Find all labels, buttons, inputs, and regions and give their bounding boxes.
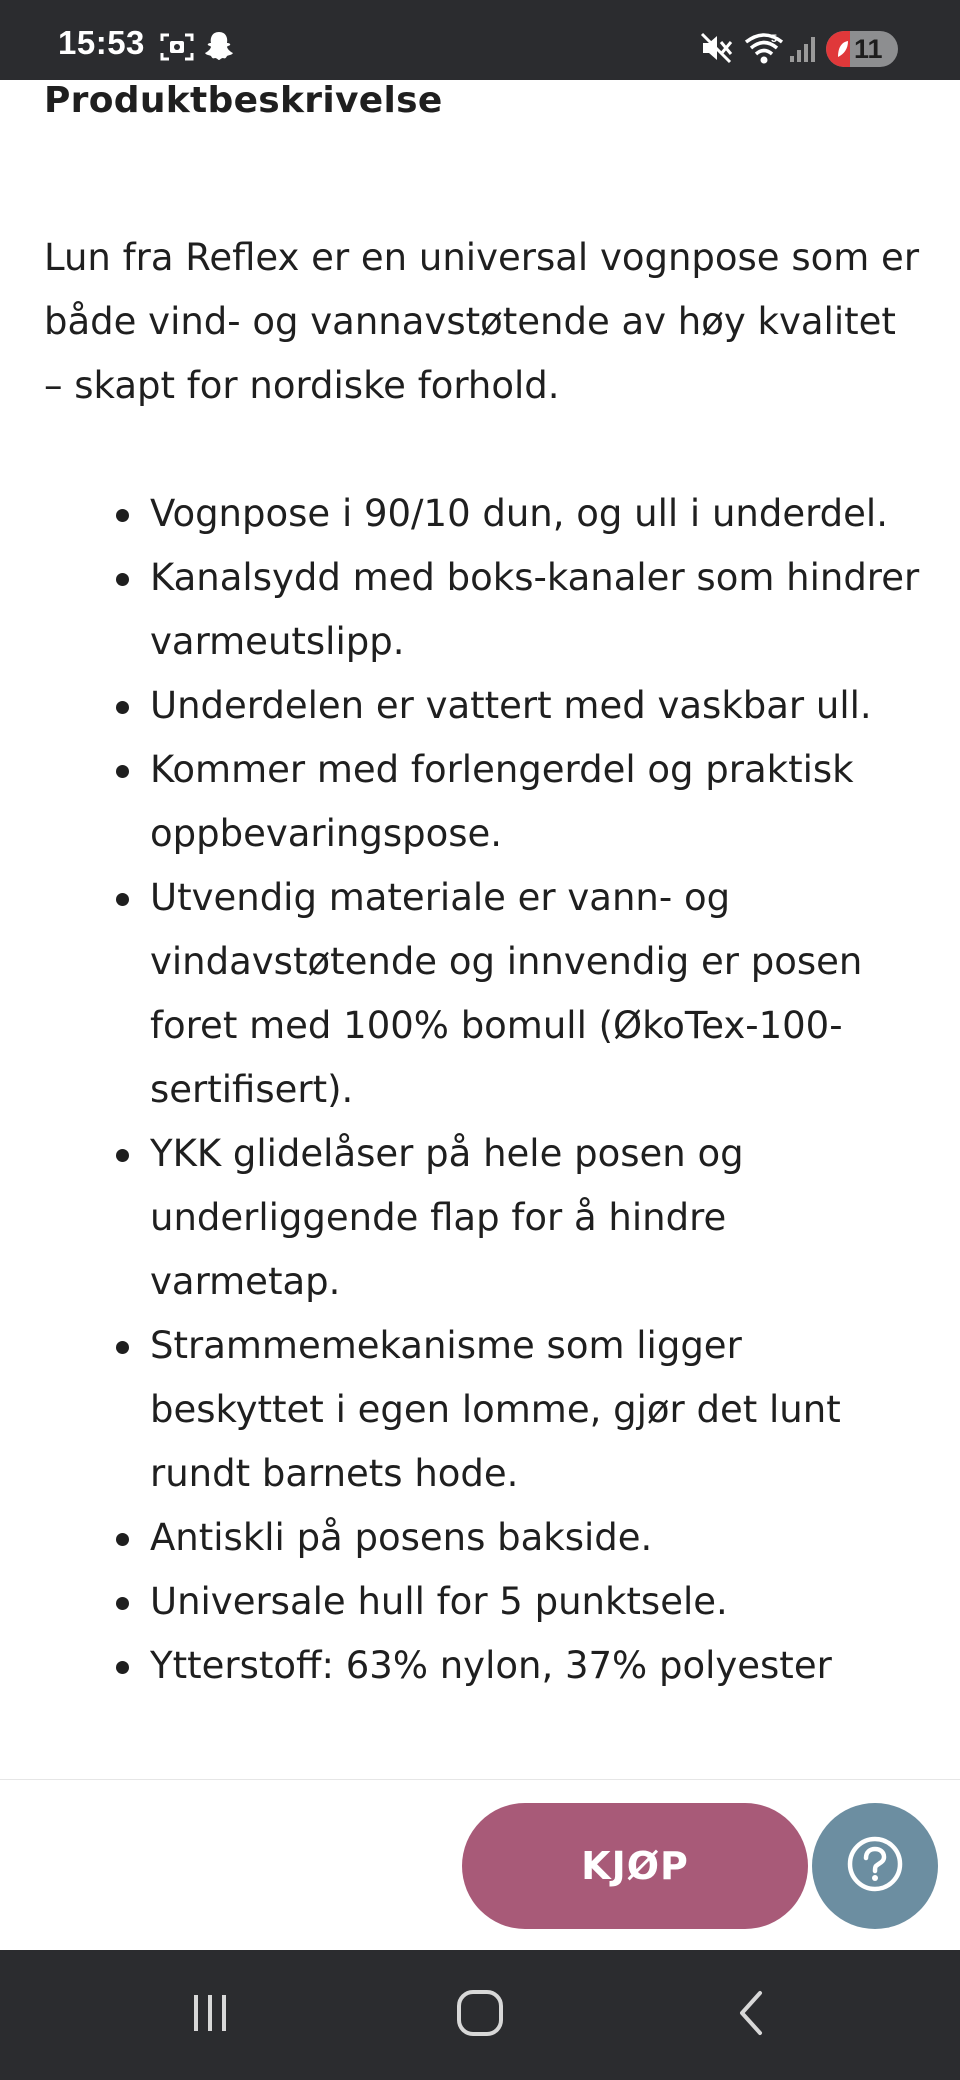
feature-list-item: Antiskli på posens bakside. <box>0 1506 960 1570</box>
buy-button[interactable]: KJØP <box>462 1803 808 1929</box>
recent-apps-icon <box>188 1991 232 2039</box>
feature-list-item: Strammemekanisme som ligger beskyttet i egen lomme, gjør det lunt rundt barnets hode. <box>0 1314 960 1506</box>
question-icon <box>846 1835 904 1897</box>
status-time: 15:53 <box>58 24 145 61</box>
home-button[interactable] <box>400 1950 560 2080</box>
svg-text:5: 5 <box>771 33 778 45</box>
feature-list-item: Underdelen er vattert med vaskbar ull. <box>0 674 960 738</box>
back-icon <box>734 1989 766 2041</box>
product-description-section <box>0 80 960 1780</box>
power-saving-leaf-icon <box>836 39 850 63</box>
screenshot-icon <box>160 32 194 66</box>
sticky-action-bar <box>0 1779 960 1951</box>
battery-icon <box>826 31 898 67</box>
status-bar <box>0 0 960 80</box>
feature-list-item: Universale hull for 5 punktsele. <box>0 1570 960 1634</box>
recent-apps-button[interactable] <box>130 1950 290 2080</box>
section-heading: Produktbeskrivelse <box>44 80 443 121</box>
home-icon <box>456 1989 504 2041</box>
feature-list <box>0 482 960 1698</box>
help-button[interactable] <box>812 1803 938 1929</box>
signal-icon <box>788 34 818 68</box>
feature-list-item: Ytterstoff: 63% nylon, 37% polyester <box>0 1634 960 1698</box>
wifi-icon <box>744 30 784 68</box>
feature-list-item: YKK glidelåser på hele posen og underliggende flap for å hindre varmetap. <box>0 1122 960 1314</box>
snapchat-icon <box>204 30 234 66</box>
feature-list-item: Kanalsydd med boks-kanaler som hindrer varmeutslipp. <box>0 546 960 674</box>
intro-paragraph: Lun fra Reflex er en universal vognpose som er både vind- og vannavstøtende av høy kvalitet – skapt for nordiske forhold. <box>44 236 920 407</box>
feature-list-item: Kommer med forlengerdel og praktisk oppbevaringspose. <box>0 738 960 866</box>
battery-level: 11 <box>854 34 883 64</box>
back-button[interactable] <box>670 1950 830 2080</box>
mute-icon <box>700 32 734 68</box>
system-navigation-bar <box>0 1950 960 2080</box>
feature-list-item: Utvendig materiale er vann- og vindavstøtende og innvendig er posen foret med 100% bomull (ØkoTex-100-sertifisert). <box>0 866 960 1122</box>
feature-list-item: Vognpose i 90/10 dun, og ull i underdel. <box>0 482 960 546</box>
